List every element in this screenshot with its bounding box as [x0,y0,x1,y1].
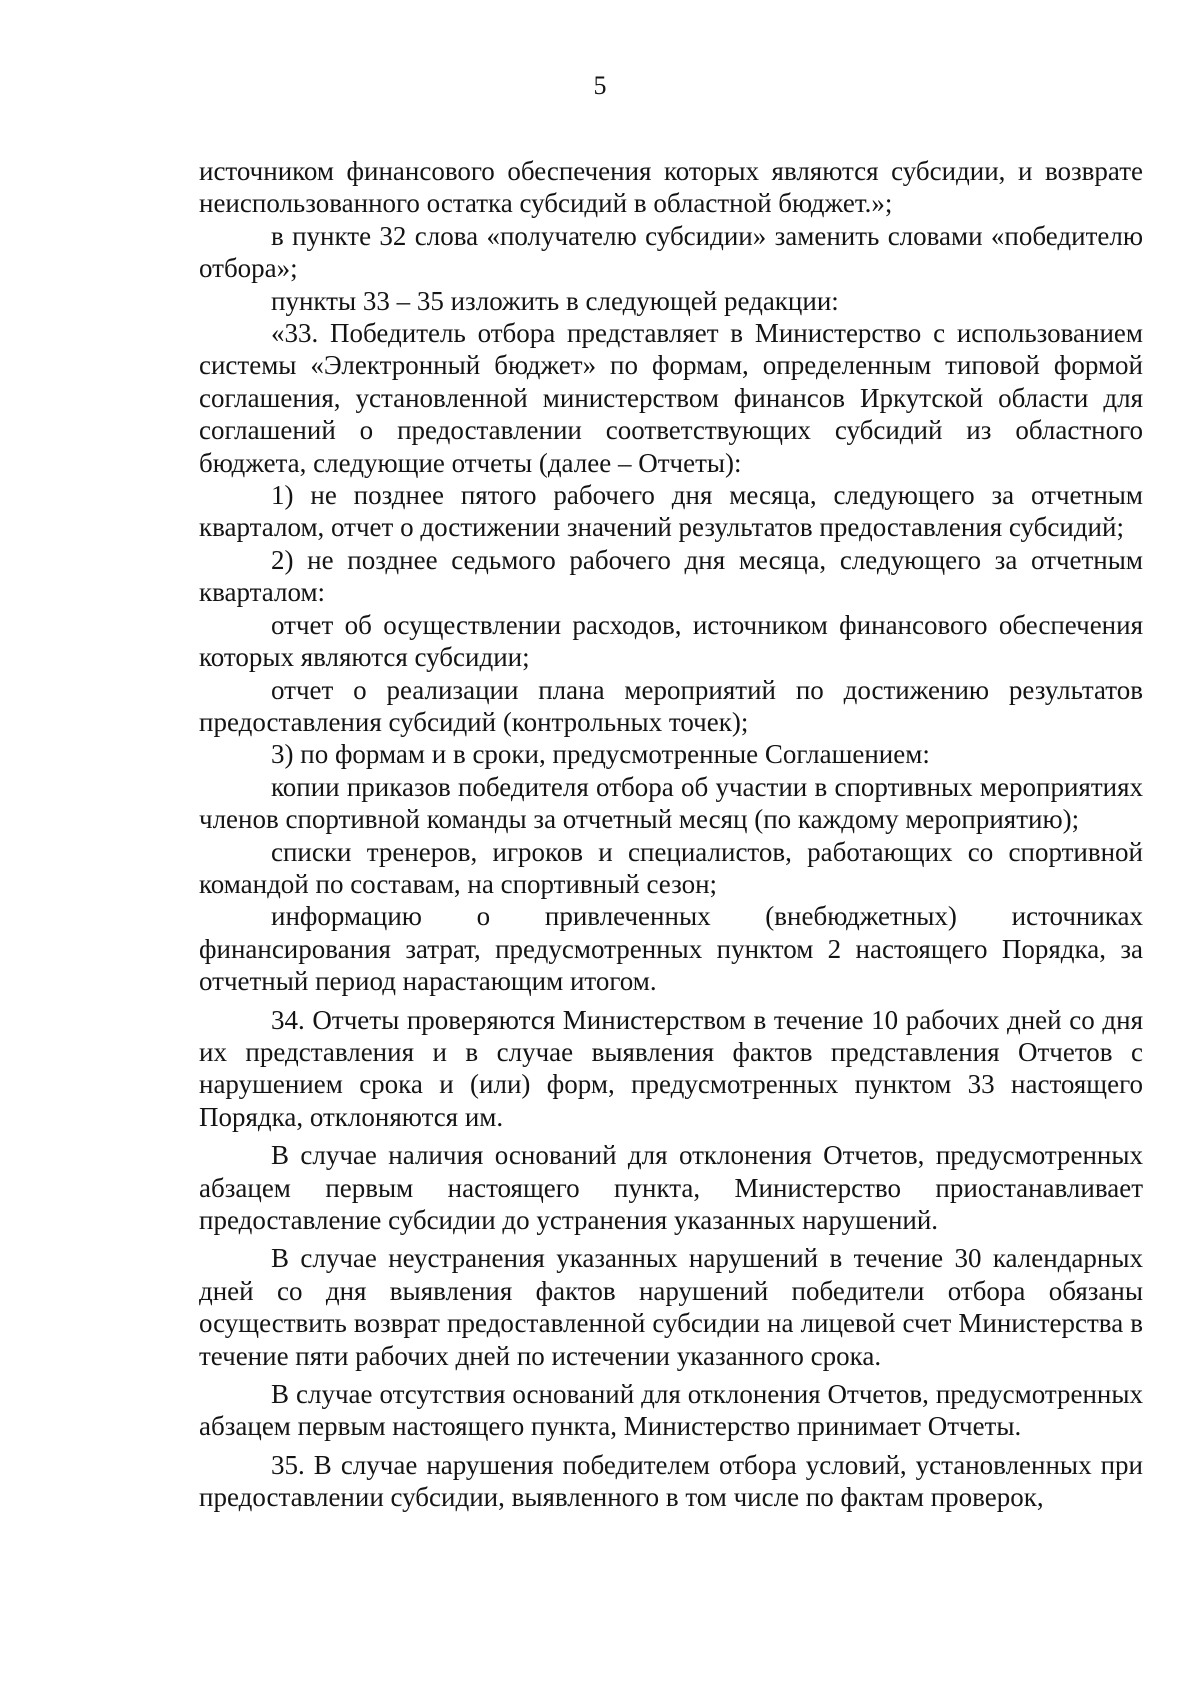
paragraph-non-elimination: В случае неустранения указанных нарушений в течение 30 календарных дней со дня выявления фактов нарушений победители отбора обязаны осуществить возврат предоставленной субсидии на лицевой счет Министерства в течение пяти рабочих дней по истечении указанного срока. [199,1243,1143,1371]
paragraph-report-expenses: отчет об осуществлении расходов, источником финансового обеспечения которых являются субсидии; [199,609,1143,673]
paragraph-item-1: 1) не позднее пятого рабочего дня месяца, следующего за отчетным кварталом, отчет о достижении значений результатов предоставления субсидий; [199,480,1143,543]
paragraph-point-35: 35. В случае нарушения победителем отбора условий, установленных при предоставлении субсидии, выявленного в том числе по фактам проверок, [199,1449,1143,1513]
document-body [199,155,1143,1514]
page-number: 5 [593,71,607,100]
paragraph-funding-info: информацию о привлеченных (внебюджетных) источниках финансирования затрат, предусмотренных пунктом 2 настоящего Порядка, за отчетный период нарастающим итогом. [199,901,1143,997]
paragraph-item-2: 2) не позднее седьмого рабочего дня месяца, следующего за отчетным кварталом: [199,544,1143,608]
paragraph-amend-points-33-35: пункты 33 – 35 изложить в следующей редакции: [271,285,839,316]
paragraph-item-3: 3) по формам и в сроки, предусмотренные Соглашением: [271,739,930,770]
paragraph-acceptance: В случае отсутствия оснований для отклонения Отчетов, предусмотренных абзацем первым настоящего пункта, Министерство принимает Отчеты. [199,1379,1143,1442]
paragraph-point-34: 34. Отчеты проверяются Министерством в течение 10 рабочих дней со дня их представления и в случае выявления фактов представления Отчетов с нарушением срока и (или) форм, предусмотренных пунктом 33 настоящего Порядка, отклоняются им. [199,1004,1143,1132]
paragraph-staff-lists: списки тренеров, игроков и специалистов, работающих со спортивной командой по составам, на спортивный сезон; [199,836,1143,899]
paragraph-rejection-grounds: В случае наличия оснований для отклонения Отчетов, предусмотренных абзацем первым настоящего пункта, Министерство приостанавливает предоставление субсидии до устранения указанных нарушений. [199,1140,1143,1235]
paragraph-orders-copies: копии приказов победителя отбора об участии в спортивных мероприятиях членов спортивной команды за отчетный месяц (по каждому мероприятию); [199,771,1143,835]
paragraph-amend-point-32: в пункте 32 слова «получателю субсидии» заменить словами «победителю отбора»; [199,220,1143,284]
paragraph-point-33: «33. Победитель отбора представляет в Министерство с использованием системы «Электронный бюджет» по формам, определенным типовой формой соглашения, установленной министерством финансов Иркутской области для соглашений о предоставлении соответствующих субсидий из областного бюджета, следующие отчеты (далее – Отчеты): [199,318,1143,478]
paragraph-continuation: источником финансового обеспечения которых являются субсидии, и возврате неиспользованного остатка субсидий в областной бюджет.»; [199,156,1143,219]
paragraph-report-plan: отчет о реализации плана мероприятий по достижению результатов предоставления субсидий (контрольных точек); [199,674,1143,737]
